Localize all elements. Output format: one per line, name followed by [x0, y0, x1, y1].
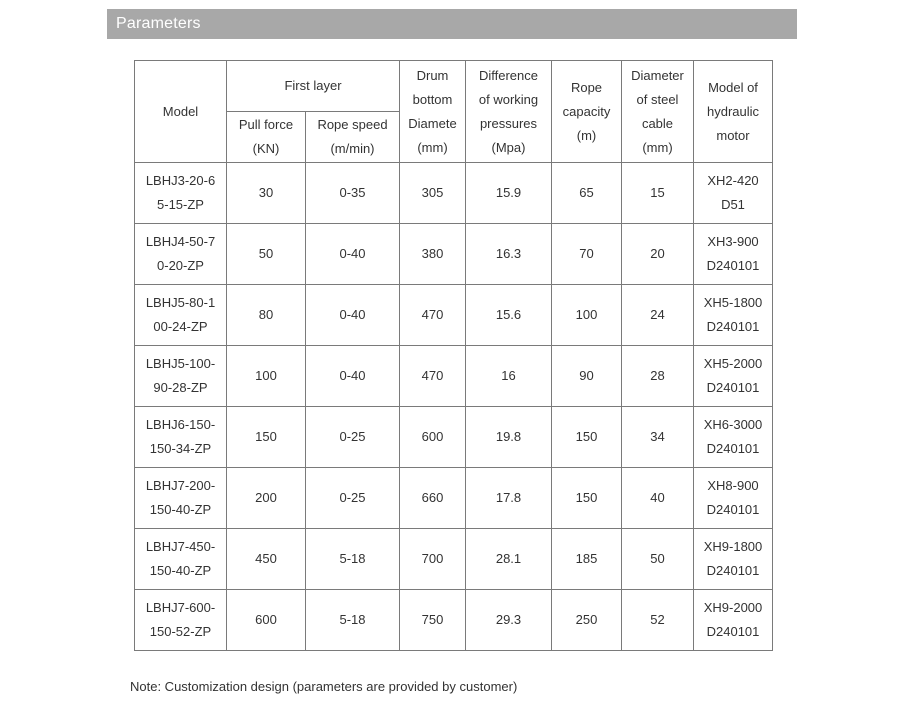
cell-motor-model: XH9-1800 D240101 — [694, 529, 773, 590]
cell-model: LBHJ7-200- 150-40-ZP — [135, 468, 227, 529]
cell-pull-force: 600 — [227, 590, 306, 651]
cell-cable-diameter: 40 — [622, 468, 694, 529]
cell-rope-speed: 5-18 — [306, 529, 400, 590]
header-model: Model — [135, 61, 227, 163]
table-row — [135, 529, 773, 590]
cell-motor-model: XH5-1800 D240101 — [694, 285, 773, 346]
table-body — [135, 163, 773, 651]
cell-drum-diameter: 660 — [400, 468, 466, 529]
table-row — [135, 468, 773, 529]
cell-motor-model: XH2-420 D51 — [694, 163, 773, 224]
cell-pull-force: 30 — [227, 163, 306, 224]
cell-pull-force: 80 — [227, 285, 306, 346]
cell-drum-diameter: 750 — [400, 590, 466, 651]
cell-rope-capacity: 100 — [552, 285, 622, 346]
cell-drum-diameter: 470 — [400, 285, 466, 346]
cell-rope-speed: 0-40 — [306, 285, 400, 346]
cell-drum-diameter: 600 — [400, 407, 466, 468]
cell-motor-model: XH3-900 D240101 — [694, 224, 773, 285]
cell-rope-speed: 0-25 — [306, 407, 400, 468]
cell-cable-diameter: 34 — [622, 407, 694, 468]
table-header — [135, 61, 773, 163]
cell-pull-force: 450 — [227, 529, 306, 590]
header-cable-diameter: Diameter of steel cable (mm) — [622, 61, 694, 163]
cell-pressure: 28.1 — [466, 529, 552, 590]
cell-cable-diameter: 50 — [622, 529, 694, 590]
customization-note: Note: Customization design (parameters are provided by customer) — [130, 679, 518, 694]
cell-pressure: 16.3 — [466, 224, 552, 285]
cell-pressure: 16 — [466, 346, 552, 407]
cell-rope-capacity: 150 — [552, 407, 622, 468]
cell-model: LBHJ6-150- 150-34-ZP — [135, 407, 227, 468]
cell-drum-diameter: 305 — [400, 163, 466, 224]
section-title: Parameters — [116, 15, 201, 32]
cell-motor-model: XH6-3000 D240101 — [694, 407, 773, 468]
section-header-bar — [107, 9, 797, 39]
table-row — [135, 590, 773, 651]
cell-cable-diameter: 24 — [622, 285, 694, 346]
cell-rope-capacity: 90 — [552, 346, 622, 407]
cell-rope-capacity: 250 — [552, 590, 622, 651]
cell-pressure: 15.9 — [466, 163, 552, 224]
table-row — [135, 163, 773, 224]
cell-model: LBHJ7-600- 150-52-ZP — [135, 590, 227, 651]
parameters-table — [134, 60, 773, 651]
cell-model: LBHJ3-20-6 5-15-ZP — [135, 163, 227, 224]
cell-rope-capacity: 150 — [552, 468, 622, 529]
table-row — [135, 224, 773, 285]
cell-drum-diameter: 380 — [400, 224, 466, 285]
table-row — [135, 346, 773, 407]
cell-pull-force: 200 — [227, 468, 306, 529]
cell-rope-capacity: 65 — [552, 163, 622, 224]
cell-model: LBHJ4-50-7 0-20-ZP — [135, 224, 227, 285]
header-motor-model: Model of hydraulic motor — [694, 61, 773, 163]
header-rope-speed: Rope speed (m/min) — [306, 112, 400, 163]
cell-rope-capacity: 185 — [552, 529, 622, 590]
cell-rope-speed: 0-40 — [306, 346, 400, 407]
cell-rope-speed: 0-40 — [306, 224, 400, 285]
cell-pressure: 17.8 — [466, 468, 552, 529]
cell-pull-force: 150 — [227, 407, 306, 468]
cell-rope-speed: 0-25 — [306, 468, 400, 529]
table-row — [135, 285, 773, 346]
cell-motor-model: XH9-2000 D240101 — [694, 590, 773, 651]
cell-rope-speed: 0-35 — [306, 163, 400, 224]
cell-pressure: 19.8 — [466, 407, 552, 468]
cell-model: LBHJ5-80-1 00-24-ZP — [135, 285, 227, 346]
cell-motor-model: XH5-2000 D240101 — [694, 346, 773, 407]
cell-pull-force: 50 — [227, 224, 306, 285]
cell-model: LBHJ5-100- 90-28-ZP — [135, 346, 227, 407]
cell-pull-force: 100 — [227, 346, 306, 407]
cell-cable-diameter: 20 — [622, 224, 694, 285]
cell-cable-diameter: 15 — [622, 163, 694, 224]
cell-rope-speed: 5-18 — [306, 590, 400, 651]
cell-drum-diameter: 470 — [400, 346, 466, 407]
cell-model: LBHJ7-450- 150-40-ZP — [135, 529, 227, 590]
header-rope-capacity: Rope capacity (m) — [552, 61, 622, 163]
header-row-top — [135, 61, 773, 112]
header-pressure-difference: Difference of working pressures (Mpa) — [466, 61, 552, 163]
cell-cable-diameter: 28 — [622, 346, 694, 407]
cell-cable-diameter: 52 — [622, 590, 694, 651]
header-drum-bottom-diameter: Drum bottom Diamete (mm) — [400, 61, 466, 163]
header-first-layer: First layer — [227, 61, 400, 112]
cell-drum-diameter: 700 — [400, 529, 466, 590]
cell-pressure: 29.3 — [466, 590, 552, 651]
table-row — [135, 407, 773, 468]
cell-pressure: 15.6 — [466, 285, 552, 346]
cell-rope-capacity: 70 — [552, 224, 622, 285]
cell-motor-model: XH8-900 D240101 — [694, 468, 773, 529]
header-pull-force: Pull force (KN) — [227, 112, 306, 163]
